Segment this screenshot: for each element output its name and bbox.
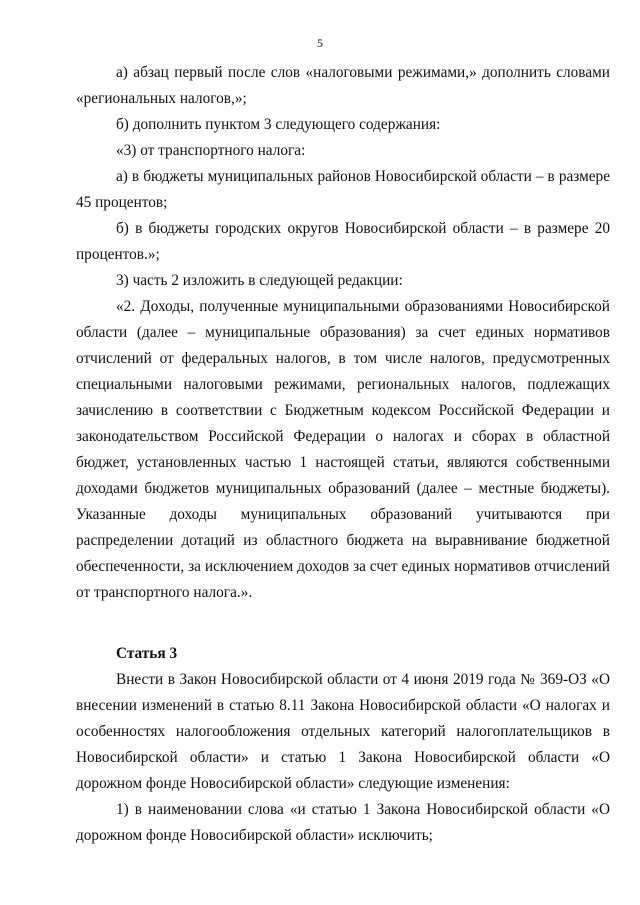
document-body bbox=[76, 60, 610, 849]
paragraph: б) дополнить пунктом 3 следующего содержания: bbox=[116, 116, 441, 133]
paragraph: а) абзац первый после слов «налоговыми режимами,» дополнить словами «региональных налогов,»; bbox=[76, 64, 610, 107]
paragraph: «2. Доходы, полученные муниципальными образованиями Новосибирской области (далее – муниципальные образования) за счет единых нормативов отчислений от федеральных налогов, в том числе налогов, предусмотренных специальными налоговыми режимами, региональных налогов, подлежащих зачислению в соответствии с Бюджетным кодексом Российской Федерации и законодательством Российской Федерации о налогах и сборах в областной бюджет, установленных частью 1 настоящей статьи, являются собственными доходами бюджетов муниципальных образований (далее – местные бюджеты). Указанные доходы муниципальных образований учитываются при распределении дотаций из областного бюджета на выравнивание бюджетной обеспеченности, за исключением доходов за счет единых нормативов отчислений от транспортного налога.». bbox=[76, 298, 610, 601]
paragraph: 1) в наименовании слова «и статью 1 Закона Новосибирской области «О дорожном фонде Новосибирской области» исключить; bbox=[76, 801, 610, 844]
paragraph: б) в бюджеты городских округов Новосибирской области – в размере 20 процентов.»; bbox=[76, 220, 610, 263]
paragraph: «3) от транспортного налога: bbox=[116, 142, 306, 159]
paragraph: 3) часть 2 изложить в следующей редакции: bbox=[116, 272, 403, 289]
paragraph: Внести в Закон Новосибирской области от 4 июня 2019 года № 369-ОЗ «О внесении изменений в статью 8.11 Закона Новосибирской области «О налогах и особенностях налогообложения отдельных категорий налогоплательщиков в Новосибирской области» и статью 1 Закона Новосибирской области «О дорожном фонде Новосибирской области» следующие изменения: bbox=[76, 671, 610, 792]
article-title: Статья 3 bbox=[116, 645, 178, 662]
paragraph: а) в бюджеты муниципальных районов Новосибирской области – в размере 45 процентов; bbox=[76, 168, 610, 211]
page-number: 5 bbox=[317, 36, 323, 50]
